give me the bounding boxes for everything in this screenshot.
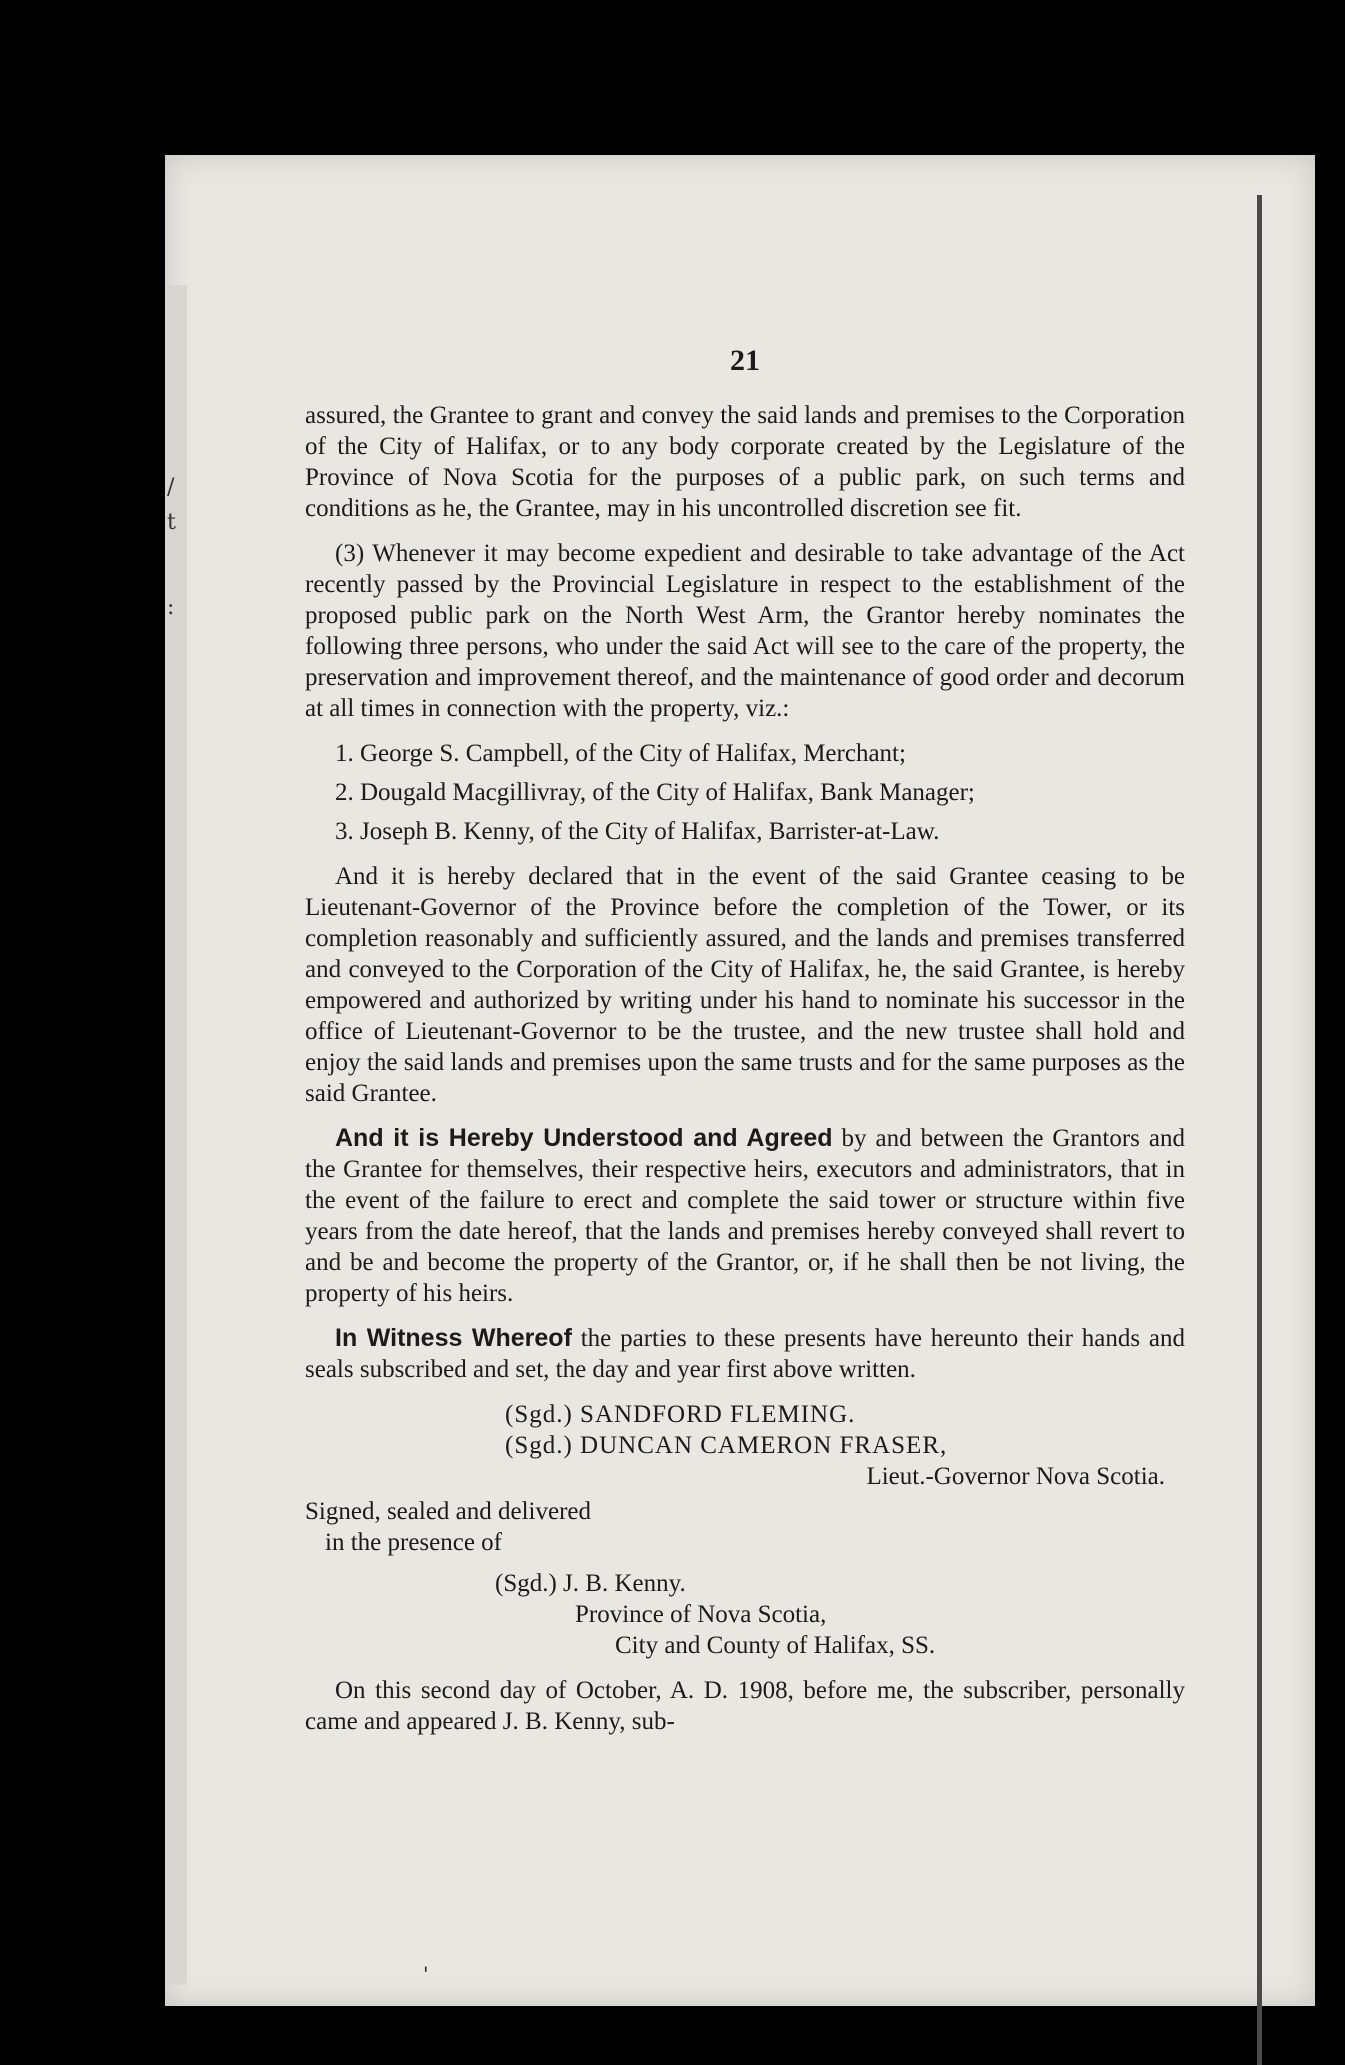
paragraph-closing: On this second day of October, A. D. 1908, before me, the subscriber, personally came and appeared J. B. Kenny, sub- bbox=[305, 1677, 1185, 1735]
previous-page-edge bbox=[165, 285, 187, 1985]
signature-fraser: (Sgd.) DUNCAN CAMERON FRASER, bbox=[505, 1432, 948, 1459]
nominee-kenny: 3. Joseph B. Kenny, of the City of Halifax, Barrister-at-Law. bbox=[335, 818, 940, 845]
nominee-campbell: 1. George S. Campbell, of the City of Halifax, Merchant; bbox=[335, 740, 906, 767]
paragraph-nomination: (3) Whenever it may become expedient and desirable to take advantage of the Act recently passed by the Provincial Legislature in respect to the establishment of the proposed public park on the North West Arm, the Grantor hereby nominates the following three persons, who under the said Act will see to the care of the property, the preservation and improvement thereof, and the maintenance of good order and decorum at all times in connection with the property, viz.: bbox=[305, 540, 1185, 722]
edge-mark: / bbox=[167, 475, 175, 500]
binding-line bbox=[1257, 195, 1262, 2065]
page-number: 21 bbox=[730, 344, 760, 377]
paragraph-understood bbox=[305, 1123, 1185, 1309]
edge-mark: : bbox=[167, 595, 175, 620]
paragraph-body: by and between the Grantors and the Grantee for themselves, their respective heirs, executors and administrators, that in the event of the failure to erect and complete the said tower or structure within five years from the date hereof, that the lands and premises hereby conveyed shall revert to and be and become the property of the Grantor, or, if he shall then be not living, the property of his heirs. bbox=[305, 1125, 1185, 1307]
witness-line: in the presence of bbox=[325, 1529, 503, 1556]
document-page bbox=[165, 155, 1315, 2006]
paragraph-assured: assured, the Grantee to grant and convey the said lands and premises to the Corporation of the City of Halifax, or to any body corporate created by the Legislature of the Province of Nova Scotia for the purposes of a public park, on such terms and conditions as he, the Grantee, may in his uncontrolled discretion see fit. bbox=[305, 402, 1185, 522]
page-content bbox=[305, 345, 1185, 1751]
witness-line: Signed, sealed and delivered bbox=[305, 1498, 592, 1525]
nominee-macgillivray: 2. Dougald Macgillivray, of the City of Halifax, Bank Manager; bbox=[335, 779, 975, 806]
jurisdiction-county: City and County of Halifax, SS. bbox=[615, 1632, 936, 1659]
paragraph-lead: In Witness Whereof bbox=[335, 1324, 572, 1352]
edge-mark: t bbox=[167, 510, 176, 535]
paragraph-witness bbox=[305, 1323, 1185, 1385]
paragraph-body: the parties to these presents have hereunto their hands and seals subscribed and set, the day and year first above written. bbox=[305, 1325, 1185, 1383]
signature-kenny: (Sgd.) J. B. Kenny. bbox=[495, 1570, 686, 1597]
paragraph-successor: And it is hereby declared that in the event of the said Grantee ceasing to be Lieutenant-Governor of the Province before the completion of the Tower, or its completion reasonably and sufficiently assured, and the lands and premises transferred and conveyed to the Corporation of the City of Halifax, he, the said Grantee, is hereby empowered and authorized by writing under his hand to nominate his successor in the office of Lieutenant-Governor to be the trustee, and the new trustee shall hold and enjoy the said lands and premises upon the same trusts and for the same purposes as the said Grantee. bbox=[305, 863, 1185, 1107]
signature-fleming: (Sgd.) SANDFORD FLEMING. bbox=[505, 1401, 856, 1428]
signature-fraser-title: Lieut.-Governor Nova Scotia. bbox=[866, 1463, 1165, 1490]
witness-block bbox=[305, 1496, 1185, 1558]
scan-mark: ' bbox=[423, 1962, 429, 1986]
paragraph-lead: And it is Hereby Understood and Agreed bbox=[335, 1124, 833, 1152]
jurisdiction-province: Province of Nova Scotia, bbox=[575, 1601, 827, 1628]
